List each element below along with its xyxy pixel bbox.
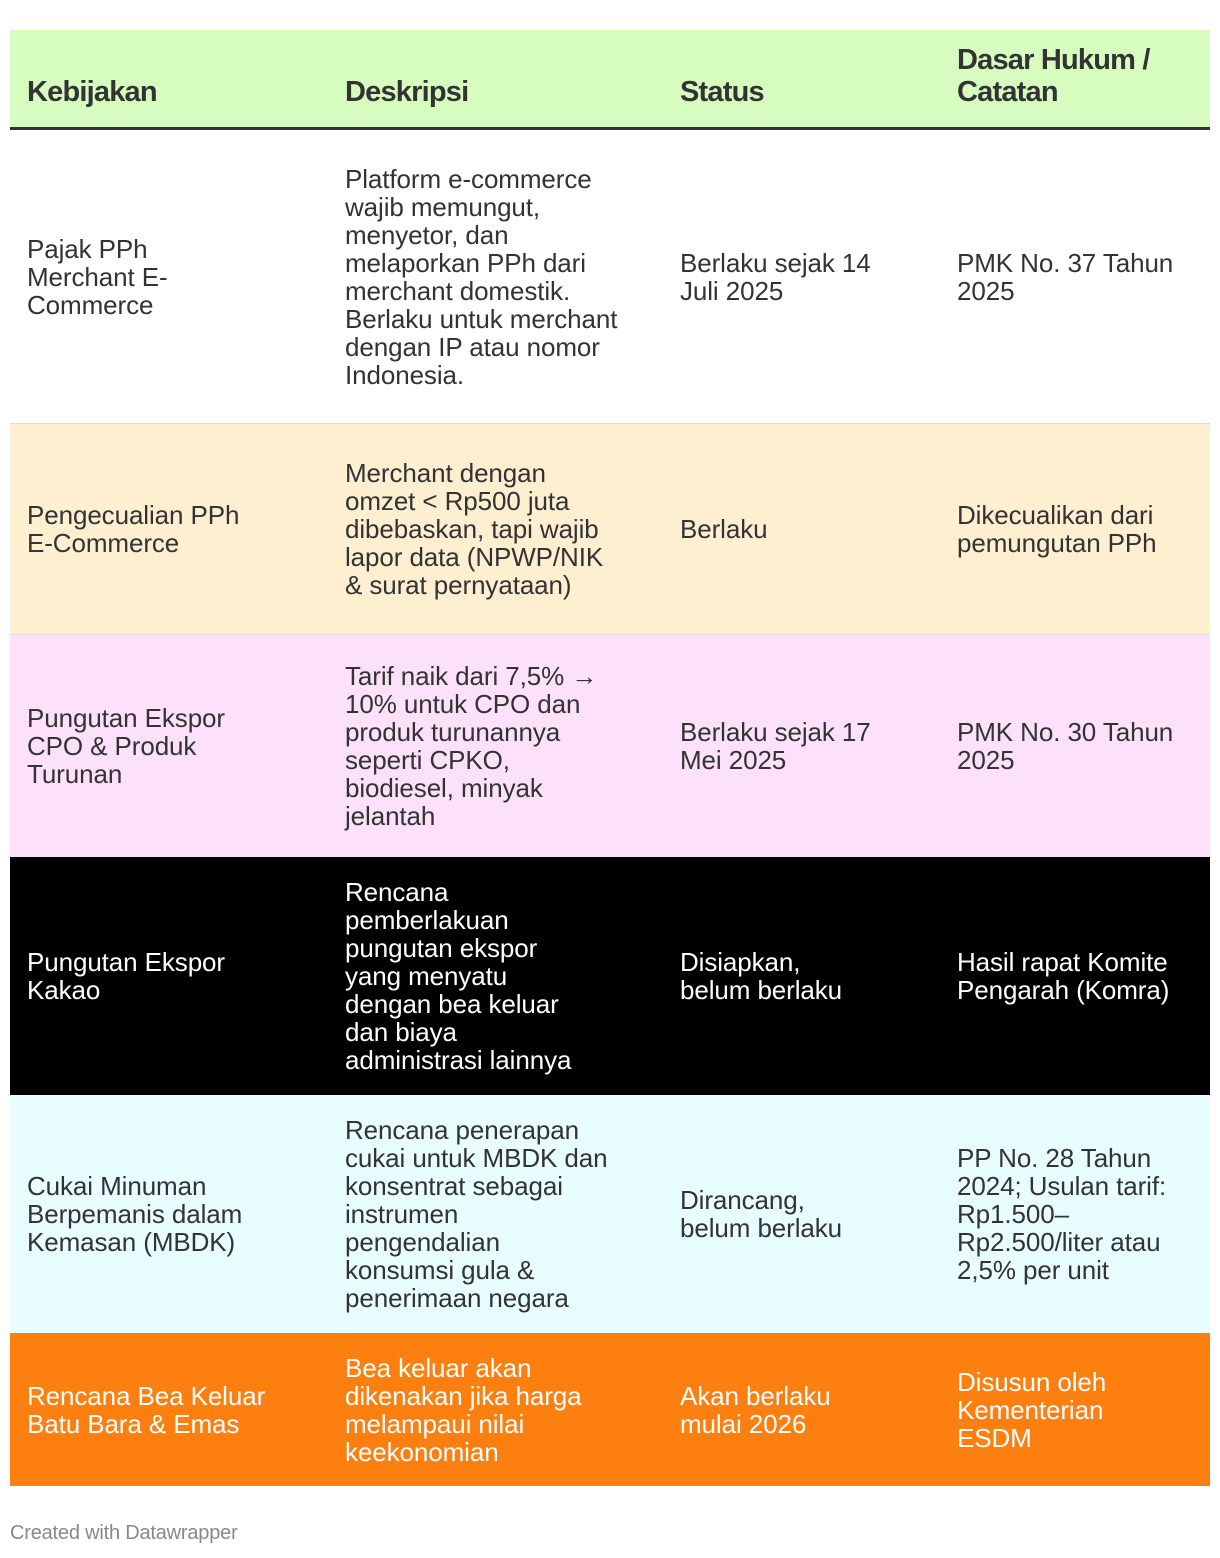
cell-dasar-hukum: Disusun oleh Kementerian ESDM — [957, 1366, 1107, 1453]
cell-dasar-hukum: PP No. 28 Tahun 2024; Usulan tarif: Rp1.500–Rp2.500/liter atau 2,5% per unit — [957, 1143, 1167, 1285]
cell-deskripsi: Rencana pemberlakuan pungutan ekspor yang menyatu dengan bea keluar dan biaya administrasi lainnya — [345, 877, 572, 1075]
table-row — [10, 1333, 1210, 1486]
cell-deskripsi: Rencana penerapan cukai untuk MBDK dan konsentrat sebagai instrumen pengendalian konsumsi gula & penerimaan negara — [345, 1115, 608, 1313]
cell-kebijakan: Cukai Minuman Berpemanis dalam Kemasan (MBDK) — [27, 1171, 243, 1257]
table-row — [10, 635, 1210, 857]
datawrapper-credit[interactable]: Created with Datawrapper — [10, 1522, 238, 1544]
policy-table — [10, 30, 1210, 1486]
cell-kebijakan: Pengecualian PPh E-Commerce — [27, 500, 240, 558]
table-row — [10, 857, 1210, 1095]
cell-dasar-hukum: Hasil rapat Komite Pengarah (Komra) — [957, 947, 1170, 1005]
cell-status: Disiapkan, belum berlaku — [680, 947, 843, 1005]
cell-dasar-hukum: PMK No. 30 Tahun 2025 — [957, 717, 1174, 775]
table-row — [10, 424, 1210, 635]
cell-deskripsi: Bea keluar akan dikenakan jika harga melampaui nilai keekonomian — [345, 1352, 582, 1467]
header-kebijakan: Kebijakan — [27, 76, 157, 108]
cell-kebijakan: Pungutan Ekspor Kakao — [27, 947, 225, 1005]
cell-status: Dirancang, belum berlaku — [680, 1185, 843, 1243]
cell-deskripsi: Tarif naik dari 7,5% → 10% untuk CPO dan produk turunannya seperti CPKO, biodiesel, minyak jelantah — [345, 661, 598, 831]
header-dasar-hukum: Dasar Hukum / Catatan — [957, 44, 1150, 108]
cell-kebijakan: Pajak PPh Merchant E-Commerce — [27, 233, 168, 320]
table-header-row — [10, 30, 1210, 130]
cell-status: Berlaku sejak 14 Juli 2025 — [680, 247, 871, 306]
cell-kebijakan: Pungutan Ekspor CPO & Produk Turunan — [27, 703, 225, 789]
header-deskripsi: Deskripsi — [345, 76, 469, 108]
table-row — [10, 130, 1210, 424]
cell-deskripsi: Merchant dengan omzet < Rp500 juta dibebaskan, tapi wajib lapor data (NPWP/NIK & surat pernyataan) — [345, 458, 604, 600]
cell-status: Berlaku — [680, 514, 768, 544]
table-row — [10, 1095, 1210, 1333]
cell-deskripsi: Platform e-commerce wajib memungut, menyetor, dan melaporkan PPh dari merchant domestik. Berlaku untuk merchant dengan IP atau nomor Indonesia. — [345, 163, 618, 390]
cell-dasar-hukum: PMK No. 37 Tahun 2025 — [957, 247, 1174, 306]
cell-dasar-hukum: Dikecualikan dari pemungutan PPh — [957, 500, 1157, 558]
cell-kebijakan: Rencana Bea Keluar Batu Bara & Emas — [27, 1380, 266, 1439]
cell-status: Akan berlaku mulai 2026 — [680, 1380, 831, 1439]
cell-status: Berlaku sejak 17 Mei 2025 — [680, 717, 871, 775]
header-status: Status — [680, 76, 764, 108]
